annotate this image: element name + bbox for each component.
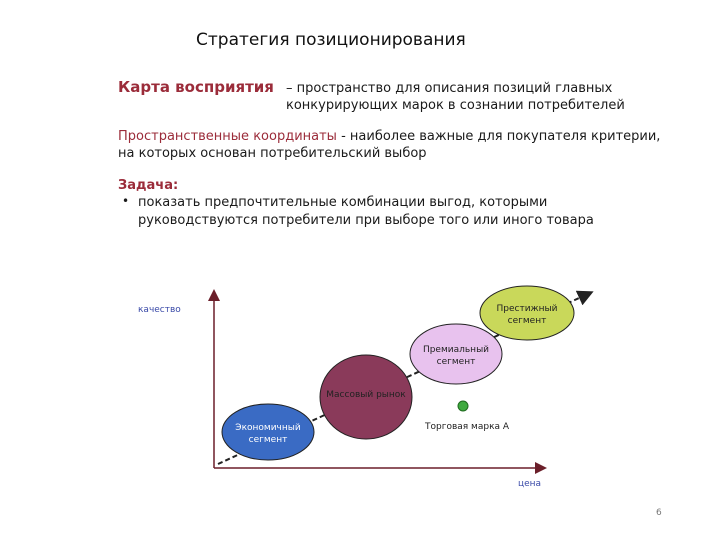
brand-a-label: Торговая марка А bbox=[425, 422, 510, 432]
task-bullet: • bbox=[122, 194, 130, 208]
prestige-segment-label-line2: сегмент bbox=[507, 316, 547, 326]
task-heading: Задача: bbox=[118, 178, 179, 193]
premium-segment-label-line2: сегмент bbox=[436, 357, 476, 367]
brand-a-dot bbox=[458, 401, 468, 411]
definition-text: – пространство для описания позиций главных конкурирующих марок в сознании потребителей bbox=[286, 81, 625, 113]
slide-title: Стратегия позиционирования bbox=[196, 30, 466, 50]
definition-term: Карта восприятия bbox=[118, 78, 274, 96]
y-axis-label: качество bbox=[138, 305, 181, 315]
economy-segment-label-line1: Экономичный bbox=[235, 423, 301, 433]
coordinates-text: - наиболее важные для покупателя критерии, на которых основан потребительский выбор bbox=[118, 129, 661, 161]
task-text: показать предпочтительные комбинации выгод, которыми руководствуются потребители при выборе того или иного товара bbox=[138, 195, 594, 228]
coordinates-term: Пространственные координаты bbox=[118, 129, 337, 144]
prestige-segment-label-line1: Престижный bbox=[496, 304, 558, 314]
mass-market-label: Массовый рынок bbox=[326, 390, 406, 400]
economy-segment-label-line2: сегмент bbox=[248, 435, 288, 445]
premium-segment-label-line1: Премиальный bbox=[422, 345, 490, 355]
x-axis-label: цена bbox=[518, 479, 542, 489]
page-number: 6 bbox=[656, 508, 662, 518]
